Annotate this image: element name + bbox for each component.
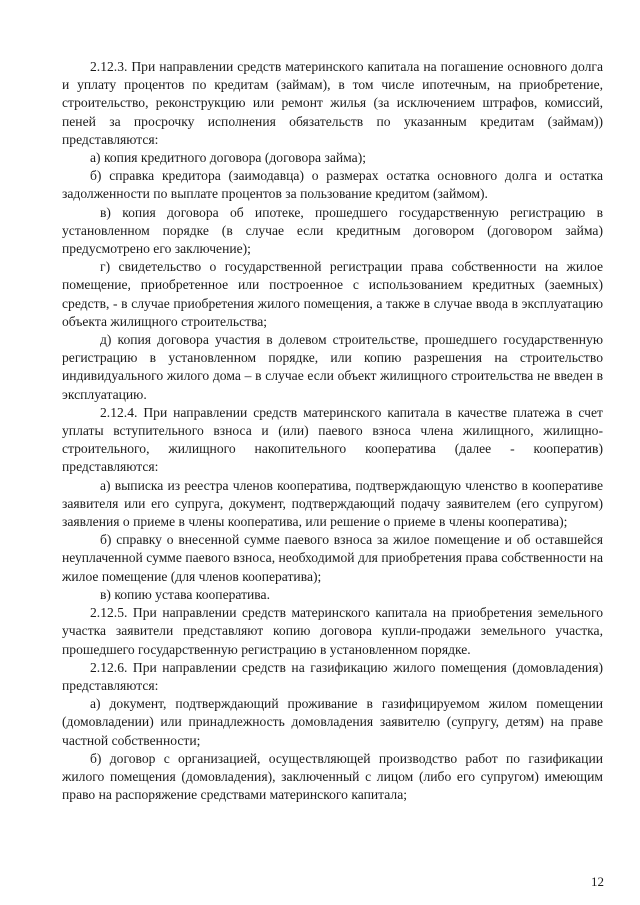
paragraph-2-12-3-b: б) справка кредитора (заимодавца) о размерах остатка основного долга и остатка задолженности по выплате процентов за пользование кредитом (займом). xyxy=(62,168,603,202)
paragraph-2-12-5: 2.12.5. При направлении средств материнского капитала на приобретения земельного участка заявители представляют копию договора купли-продажи земельного участка, прошедшего государственную регистрацию в установленном порядке. xyxy=(62,605,603,657)
paragraph-2-12-4-v: в) копию устава кооператива. xyxy=(100,586,270,602)
paragraph-2-12-4-a: а) выписка из реестра членов кооператива, подтверждающую членство в кооперативе заявителя или его супруга, документ, подтверждающий подачу заявителем (его супругом) заявления о приеме в члены кооператива, или решение о приеме в члены кооператива); xyxy=(62,477,603,530)
paragraph-2-12-3-d: д) копия договора участия в долевом строительстве, прошедшего государственную регистрацию в установленном порядке, или копию разрешения на строительство индивидуального жилого дома – в случае если объект жилищного строительства не введен в эксплуатацию. xyxy=(62,332,603,402)
paragraph-2-12-6-b: б) договор с организацией, осуществляющей производство работ по газификации жилого помещения (домовладения), заключенный с лицом (либо его супругом) имеющим право на распоряжение средствами материнского капитала; xyxy=(62,750,603,803)
paragraph-2-12-6: 2.12.6. При направлении средств на газификацию жилого помещения (домовладения) представляются: xyxy=(62,659,603,693)
paragraph-2-12-4-b: б) справку о внесенной сумме паевого взноса за жилое помещение и об оставшейся неуплаченной сумме паевого взноса, необходимой для приобретения права собственности на жилое помещение (для членов кооператива); xyxy=(62,532,603,584)
paragraph-2-12-4: 2.12.4. При направлении средств материнского капитала в качестве платежа в счет уплаты вступительного взноса и (или) паевого взноса члена жилищного, жилищно-строительного, жилищного накопительного кооператива (далее - кооператив) представляются: xyxy=(62,404,603,475)
paragraph-2-12-3-v: в) копия договора об ипотеке, прошедшего государственную регистрацию в установленном порядке (в случае если кредитным договором (договором займа) предусмотрено его заключение); xyxy=(62,204,603,257)
paragraph-2-12-6-a: а) документ, подтверждающий проживание в газифицируемом жилом помещении (домовладении) или принадлежность домовладения заявителю (супругу, детям) на праве частной собственности; xyxy=(62,696,603,748)
paragraph-2-12-3-g: г) свидетельство о государственной регистрации права собственности на жилое помещение, приобретенное или построенное с использованием кредитных (заемных) средств, - в случае приобретения жилого помещения, а также в случае ввода в эксплуатацию объекта жилищного строительства; xyxy=(62,259,603,329)
page-number: 12 xyxy=(591,874,604,889)
paragraph-2-12-3: 2.12.3. При направлении средств материнского капитала на погашение основного долга и уплату процентов по кредитам (займам), в том числе ипотечным, на приобретение, строительство, реконструкцию или ремонт жилья (за исключением штрафов, комиссий, пеней за просрочку исполнения обязательств по указанным кредитам (займам)) представляются: xyxy=(62,59,603,147)
document-page-body xyxy=(62,58,603,804)
paragraph-2-12-3-a: а) копия кредитного договора (договора займа); xyxy=(90,150,367,166)
